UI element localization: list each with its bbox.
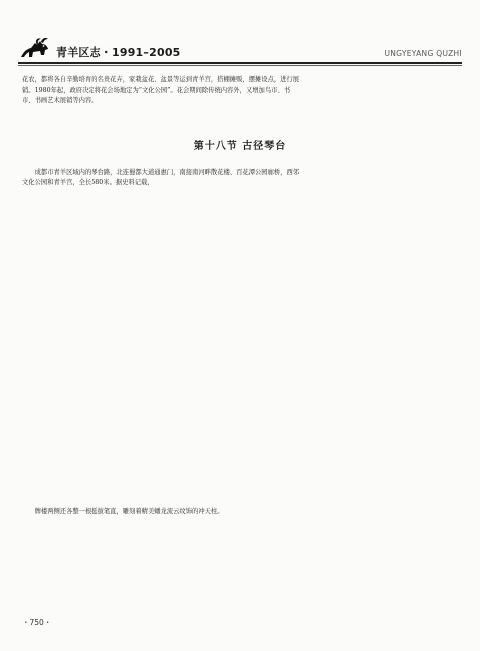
intro-line-2: 销。1980年起，政府决定将花会场地定为“文化公园”。花会期间除传统内容外，又增加鸟市、书 [22, 86, 291, 94]
running-header [18, 36, 462, 60]
paragraph-5-line-6 [22, 443, 458, 454]
paragraph-6-line-1 [22, 454, 458, 465]
paragraph-1-line-4 [22, 200, 458, 211]
paragraph-1-line-5 [22, 210, 458, 221]
paragraph-4-line-2 [22, 348, 458, 359]
page-body [22, 75, 458, 517]
intro-line-1: 花农，都将各自辛勤培育的名贵花卉，家栽盆花、盆景等运到青羊宫，搭棚摊贩，摆摊设点，进行展 [22, 76, 300, 83]
paragraph-3-line-2 [22, 306, 458, 317]
paragraph-6 [22, 454, 458, 475]
paragraph-3 [22, 295, 458, 337]
paragraph-5-line-1 [22, 390, 458, 401]
paragraph-7-line-1 [22, 475, 458, 486]
paragraph-4-line-4 [22, 369, 458, 380]
paragraph-4 [22, 337, 458, 390]
paragraph-6-line-2 [22, 464, 458, 475]
paragraph-7-line-3 [22, 496, 458, 507]
paragraph-2-line-2 [22, 253, 458, 264]
paragraph-3-line-4 [22, 327, 458, 338]
paragraph-1-line-2: 文化公园和青羊宫，全长580米。据史料记载， [22, 179, 154, 187]
section-title: 第十八节 古径琴台 [193, 140, 287, 152]
paragraph-3-line-1 [22, 295, 458, 306]
paragraph-5 [22, 390, 458, 454]
paragraph-7 [22, 475, 458, 507]
paragraph-2-line-1 [22, 242, 458, 253]
gazetteer-title: 青羊区志・1991–2005 [56, 46, 181, 59]
paragraph-5-line-3 [22, 411, 458, 422]
paragraph-5-line-4 [22, 422, 458, 433]
paragraph-8-line-1: 牌楼两侧还各整一根挺拔笔直，雕刻着精美蟠龙流云纹饰的冲天柱。 [34, 507, 224, 515]
page-number: ・750・ [22, 618, 52, 627]
paragraph-5-line-5 [22, 433, 458, 444]
paragraph-8 [22, 507, 458, 518]
header-right-text: UNGYEYANG QUZHI [384, 48, 462, 58]
paragraph-4-line-1 [22, 337, 458, 348]
paragraph-2-line-5 [22, 284, 458, 295]
paragraph-2 [22, 242, 458, 295]
paragraph-2-line-3 [22, 263, 458, 274]
paragraph-1-line-3 [22, 189, 458, 200]
goat-logo-icon [18, 36, 52, 60]
paragraph-4-line-5 [22, 380, 458, 391]
section-body [22, 168, 458, 518]
paragraph-1-line-1: 成都市青羊区域内的琴台路，北连蜀都大道通惠门，南接南河畔散花楼、百花潭公园廊桥，西邻 [34, 168, 300, 176]
paragraph-7-line-2 [22, 486, 458, 497]
paragraph-3-line-3 [22, 316, 458, 327]
paragraph-5-line-2 [22, 401, 458, 412]
header-left [18, 36, 181, 60]
paragraph-1-line-7 [22, 231, 458, 242]
paragraph-1 [22, 168, 458, 242]
header-rule-thick [18, 62, 462, 64]
paragraph-2-line-4 [22, 274, 458, 285]
intro-line-3: 市、书画艺术展销等内容。 [22, 97, 98, 105]
paragraph-4-line-3 [22, 358, 458, 369]
intro-paragraph [22, 75, 458, 107]
paragraph-1-line-6 [22, 221, 458, 232]
header-rule-thin [18, 65, 462, 66]
